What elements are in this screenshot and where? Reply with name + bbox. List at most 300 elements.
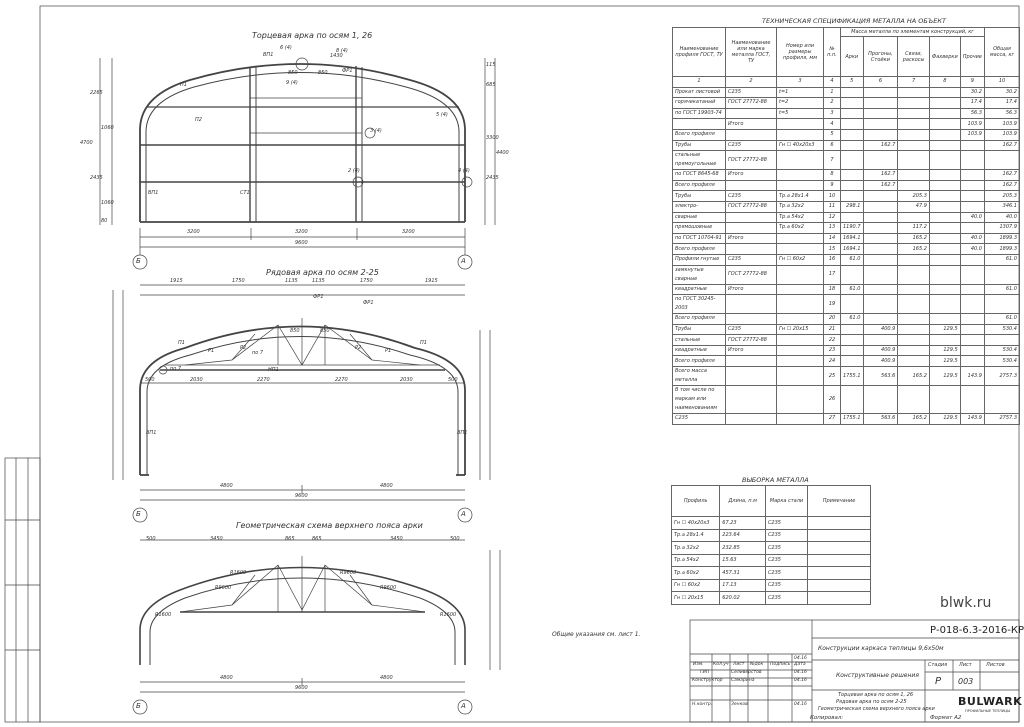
dim-label: 1060 [101, 200, 114, 206]
section-title: Конструктивные решения [836, 672, 919, 679]
axis-label-a: А [461, 702, 466, 710]
stage-label: Стадия [928, 662, 948, 668]
table-cell: 1694.1 [841, 244, 864, 255]
dim-label: 865 [285, 536, 295, 542]
mark-label: ВП1 [263, 52, 274, 58]
mark-label: П1 [420, 340, 427, 346]
copied-label: Копировал: [810, 715, 844, 721]
table-cell: 205.3 [985, 191, 1020, 202]
table-cell: С235 [765, 517, 807, 530]
mark-label: ФР1 [313, 294, 324, 300]
table-cell: 165.2 [898, 233, 930, 244]
table-cell: 1 [824, 87, 841, 98]
mark-label: 850 [290, 328, 300, 334]
table-cell: 2 [824, 98, 841, 109]
table-cell: Тр.⌀ 60х2 [777, 223, 824, 234]
table-cell: 129.5 [929, 367, 960, 386]
spec-subheader: Прогоны, Стойки [863, 37, 898, 77]
table-cell: Тр.⌀ 28х1.4 [777, 191, 824, 202]
table-cell: 2757.3 [985, 414, 1020, 425]
table-cell: С235 [765, 554, 807, 567]
spec-subheader: Фахверки [929, 37, 960, 77]
mark-label: НП1 [268, 367, 279, 373]
mark-label: ВП1 [146, 430, 157, 436]
axis-label-b: Б [136, 510, 141, 518]
radius-label: R9600 [340, 570, 357, 576]
table-cell: 26 [824, 386, 841, 414]
table-cell: 61.0 [841, 314, 864, 325]
geom-scheme-title: Геометрическая схема верхнего пояса арки [236, 521, 423, 530]
mark-label: Р2 [355, 345, 362, 351]
table-cell: 2757.3 [985, 367, 1020, 386]
dim-label: 2270 [257, 377, 270, 383]
table-cell: 162.7 [985, 170, 1020, 181]
dim-label: 4800 [380, 483, 393, 489]
mark-label: по 7 [252, 350, 264, 356]
stamp-col: №док [750, 662, 764, 667]
spec-col-number: 7 [898, 77, 930, 88]
table-cell: С235 [765, 579, 807, 592]
dim-label: 2030 [190, 377, 203, 383]
dim-label: 500 [146, 536, 156, 542]
table-cell: С235 [765, 542, 807, 555]
table-cell: 103.9 [985, 129, 1020, 140]
mark-label: 3 (4) [370, 128, 382, 134]
dim-label: 2435 [90, 175, 103, 181]
table-cell: 162.7 [985, 180, 1020, 191]
table-cell: 17.4 [960, 98, 984, 109]
mark-label: ВП1 [148, 190, 159, 196]
table-cell: Всего профиля [673, 356, 726, 367]
table-cell: Итого [726, 119, 777, 130]
mark-label: 6 (4) [280, 45, 292, 51]
project-title: Конструкции каркаса теплицы 9,6х50м [818, 645, 944, 652]
stamp-col: Подпись [770, 662, 791, 667]
spec-col-number: 3 [777, 77, 824, 88]
dim-label: 2265 [90, 90, 103, 96]
table-cell: 165.2 [898, 244, 930, 255]
dim-label: 1750 [232, 278, 245, 284]
table-cell: 162.7 [863, 140, 898, 151]
spec-subheader: Прочие [960, 37, 984, 77]
table-cell: С235 [726, 324, 777, 335]
table-cell: 162.7 [985, 140, 1020, 151]
table-cell: 143.9 [960, 367, 984, 386]
table-cell: 563.6 [863, 367, 898, 386]
spec-col-number: 9 [960, 77, 984, 88]
table-cell: Итого [726, 170, 777, 181]
stamp-name: Самарина [731, 678, 755, 683]
table-cell: 40.0 [960, 212, 984, 223]
table-cell: С235 [726, 254, 777, 265]
table-cell: 1190.7 [841, 223, 864, 234]
table-cell: 1755.1 [841, 367, 864, 386]
table-cell: Всего профиля [673, 180, 726, 191]
mark-label: Р1 [208, 348, 215, 354]
table-cell: Всего профиля [673, 129, 726, 140]
table-cell: 17 [824, 265, 841, 284]
table-cell: 56.3 [960, 108, 984, 119]
table-cell: 103.9 [960, 129, 984, 140]
table-cell: по ГОСТ 19903-74 [673, 108, 726, 119]
table-cell: стальные [673, 335, 726, 346]
stamp-date: 04.16 [794, 670, 807, 675]
stamp-col: Дата [794, 662, 806, 667]
table-cell: 7 [824, 151, 841, 170]
dim-label: 3300 [486, 135, 499, 141]
stamp-col: Кол.уч [713, 662, 729, 667]
radius-label: R9600 [215, 585, 232, 591]
spec-col-number: 6 [863, 77, 898, 88]
dim-label: 2435 [486, 175, 499, 181]
mark-label: 5 (4) [436, 112, 448, 118]
table-cell: 298.1 [841, 201, 864, 212]
dim-label: 1915 [170, 278, 183, 284]
table-cell: квадратные [673, 284, 726, 295]
table-cell: 162.7 [863, 180, 898, 191]
table-cell: 400.9 [863, 345, 898, 356]
table-cell: 56.3 [985, 108, 1020, 119]
table-cell: Трубы [673, 140, 726, 151]
stamp-role: Конструктор [692, 678, 723, 683]
table-cell: 620.02 [720, 592, 766, 605]
sample-header: Марка стали [765, 486, 807, 517]
mark-label: СТ1 [240, 190, 250, 196]
table-cell: 165.2 [898, 414, 930, 425]
axis-label-b: Б [136, 702, 141, 710]
table-cell: Трубы [673, 191, 726, 202]
table-cell: 129.5 [929, 345, 960, 356]
dim-label: 3200 [187, 229, 200, 235]
mark-label: ФР1 [342, 68, 353, 74]
table-cell: ГОСТ 27772-88 [726, 151, 777, 170]
table-cell: С235 [765, 567, 807, 580]
table-cell: 6 [824, 140, 841, 151]
mark-label: по 7 [170, 366, 182, 372]
mark-label: ВП1 [457, 430, 468, 436]
table-cell: 1307.9 [985, 223, 1020, 234]
table-cell: Профили гнутые [673, 254, 726, 265]
stamp-col: Изм. [693, 662, 704, 667]
table-cell: Гн ☐ 40х20х3 [672, 517, 720, 530]
table-cell: Гн ☐ 60х2 [777, 254, 824, 265]
table-cell: ГОСТ 27772-88 [726, 335, 777, 346]
mark-label: 4 (4) [458, 168, 470, 174]
table-cell: 17.4 [985, 98, 1020, 109]
sheet-title-line: Рядовая арка по осям 2-25 [836, 699, 907, 705]
dim-label: 865 [312, 536, 322, 542]
table-cell: по ГОСТ 10704-91 [673, 233, 726, 244]
spec-header: Общая масса, кг [985, 28, 1020, 77]
radius-label: R1600 [440, 612, 457, 618]
dim-label: 2030 [400, 377, 413, 383]
table-cell: 15.63 [720, 554, 766, 567]
table-cell: 162.7 [863, 170, 898, 181]
table-cell: 1899.3 [985, 233, 1020, 244]
stamp-name: Селиверстов [731, 670, 762, 675]
spec-header: Наименование профиля ГОСТ, ТУ [673, 28, 726, 77]
table-cell: Всего масса металла [673, 367, 726, 386]
table-cell: 20 [824, 314, 841, 325]
mark-label: 850 [320, 328, 330, 334]
stamp-col: Лист [733, 662, 745, 667]
dim-label: 4700 [80, 140, 93, 146]
spec-subheader: Арки [841, 37, 864, 77]
mark-label: ФР1 [363, 300, 374, 306]
spec-col-number: 1 [673, 77, 726, 88]
mark-label: 850 [318, 70, 328, 76]
table-cell: 400.9 [863, 356, 898, 367]
row-arch-title: Рядовая арка по осям 2-25 [266, 268, 379, 277]
table-cell: Тр.⌀ 32х2 [672, 542, 720, 555]
table-cell: 129.5 [929, 356, 960, 367]
table-cell: 67.23 [720, 517, 766, 530]
table-cell: стальные прямоугольные [673, 151, 726, 170]
table-cell: 457.31 [720, 567, 766, 580]
table-cell: 61.0 [841, 254, 864, 265]
dim-total: 9600 [295, 493, 308, 499]
sample-title: ВЫБОРКА МЕТАЛЛА [742, 476, 809, 484]
table-cell: Трубы [673, 324, 726, 335]
mark-label: Р2 [240, 345, 247, 351]
spec-header: № п.п. [824, 28, 841, 77]
dim-label: 685 [486, 82, 496, 88]
table-cell: 129.5 [929, 324, 960, 335]
table-cell: квадратные [673, 345, 726, 356]
axis-label-a: А [461, 510, 466, 518]
table-cell: С235 [726, 140, 777, 151]
spec-header: Наименование или марка металла ГОСТ, ТУ [726, 28, 777, 77]
mark-label: 1430 [330, 53, 343, 59]
table-cell: С235 [765, 529, 807, 542]
table-cell: С235 [726, 191, 777, 202]
table-cell: Итого [726, 345, 777, 356]
mark-label: 9 (4) [286, 80, 298, 86]
end-arch-title: Торцевая арка по осям 1, 26 [252, 31, 373, 40]
table-cell: 15 [824, 244, 841, 255]
spec-header: Масса металла по элементам конструкций, кг [841, 28, 985, 37]
table-cell: 530.4 [985, 324, 1020, 335]
sample-header: Длина, п.м [720, 486, 766, 517]
axis-label-b: Б [136, 257, 141, 265]
stamp-name: Зенков [731, 702, 748, 707]
table-cell: В том числе по маркам или наименованиям [673, 386, 726, 414]
format-label: Формат А2 [930, 715, 962, 721]
sample-header: Профиль [672, 486, 720, 517]
drawing-code: Р-018-6.3-2016-КР [930, 625, 1024, 636]
dim-label: 1135 [312, 278, 325, 284]
stamp-date: 04.16 [794, 678, 807, 683]
spec-title: ТЕХНИЧЕСКАЯ СПЕЦИФИКАЦИЯ МЕТАЛЛА НА ОБЪЕКТ [762, 17, 946, 25]
table-cell: 9 [824, 180, 841, 191]
table-cell: 11 [824, 201, 841, 212]
axis-label-a: А [461, 257, 466, 265]
table-cell: 3 [824, 108, 841, 119]
table-cell: 400.9 [863, 324, 898, 335]
table-cell: 143.9 [960, 414, 984, 425]
dim-label: 3450 [390, 536, 403, 542]
table-cell: по ГОСТ 30245-2003 [673, 295, 726, 314]
table-cell: 30.2 [960, 87, 984, 98]
table-cell: 10 [824, 191, 841, 202]
table-cell: 1899.3 [985, 244, 1020, 255]
table-cell: 61.0 [985, 314, 1020, 325]
table-cell: 27 [824, 414, 841, 425]
table-cell: 40.0 [960, 233, 984, 244]
table-cell: Гн ☐ 20х15 [777, 324, 824, 335]
dim-label: 1750 [360, 278, 373, 284]
dim-label: 115 [486, 62, 496, 68]
table-cell: Тр.⌀ 54х2 [672, 554, 720, 567]
table-cell: Всего профиля [673, 244, 726, 255]
table-cell: Итого [726, 233, 777, 244]
stamp-role: Н.контр. [692, 702, 713, 707]
spec-col-number: 2 [726, 77, 777, 88]
sheet-title-line: Торцевая арка по осям 1, 26 [838, 692, 914, 698]
sheet-number: 003 [958, 677, 974, 686]
table-cell: 23 [824, 345, 841, 356]
table-cell: ГОСТ 27772-88 [726, 265, 777, 284]
table-cell: 40.0 [960, 244, 984, 255]
table-cell: Итого [726, 284, 777, 295]
dim-label: 80 [101, 218, 108, 224]
table-cell: электро- [673, 201, 726, 212]
table-cell: 61.0 [985, 254, 1020, 265]
radius-label: R1600 [155, 612, 172, 618]
dim-label: 2270 [335, 377, 348, 383]
mark-label: 850 [288, 70, 298, 76]
sample-header: Примечание [808, 486, 871, 517]
dim-label: 3200 [295, 229, 308, 235]
table-cell: t=1 [777, 87, 824, 98]
table-cell: 1755.1 [841, 414, 864, 425]
table-cell: 25 [824, 367, 841, 386]
table-cell: 223.64 [720, 529, 766, 542]
table-cell: 103.9 [985, 119, 1020, 130]
table-cell: Гн ☐ 60х2 [672, 579, 720, 592]
spec-subheader: Связи, раскосы [898, 37, 930, 77]
dim-label: 1135 [285, 278, 298, 284]
table-cell: ГОСТ 27772-88 [726, 98, 777, 109]
stamp-date: 04.16 [794, 656, 807, 661]
table-cell: С235 [765, 592, 807, 605]
dim-label: 4800 [220, 483, 233, 489]
stamp-date: 04.16 [794, 702, 807, 707]
table-cell: 24 [824, 356, 841, 367]
table-cell: 5 [824, 129, 841, 140]
table-cell: 165.2 [898, 367, 930, 386]
sheet-label: Лист [959, 662, 972, 668]
stamp-role: ГИП [700, 670, 710, 675]
mark-label: Р1 [385, 348, 392, 354]
dim-label: 4400 [496, 150, 509, 156]
mark-label: 8 (4) [336, 48, 348, 54]
watermark: blwk.ru [940, 595, 992, 611]
dim-label: 4800 [380, 675, 393, 681]
table-cell: Гн ☐ 40х20х3 [777, 140, 824, 151]
table-cell: Всего профиля [673, 314, 726, 325]
table-cell: 563.6 [863, 414, 898, 425]
table-cell: 530.4 [985, 345, 1020, 356]
table-cell: 117.2 [898, 223, 930, 234]
table-cell: 205.3 [898, 191, 930, 202]
table-cell: 103.9 [960, 119, 984, 130]
dim-label: 1060 [101, 125, 114, 131]
table-cell: 12 [824, 212, 841, 223]
sheet-title-line: Геометрическая схема верхнего пояса арки [818, 706, 935, 712]
stage-value: Р [935, 676, 942, 687]
table-cell: С235 [726, 87, 777, 98]
spec-header: Номер или размеры профиля, мм [777, 28, 824, 77]
bulwark-logo-sub: ПРОФИЛЬНЫЕ ТЕПЛИЦЫ [965, 709, 1011, 713]
mark-label: 2 (4) [348, 168, 360, 174]
table-cell: 1694.1 [841, 233, 864, 244]
dim-label: 500 [145, 377, 155, 383]
table-cell: 19 [824, 295, 841, 314]
table-cell: Гн ☐ 20х15 [672, 592, 720, 605]
table-cell: горячекатаный [673, 98, 726, 109]
dim-label: 3200 [402, 229, 415, 235]
table-cell: Тр.⌀ 54х2 [777, 212, 824, 223]
table-cell: 8 [824, 170, 841, 181]
dim-total: 9600 [295, 685, 308, 691]
table-cell: 13 [824, 223, 841, 234]
sheets-label: Листов [986, 662, 1005, 668]
table-cell: 4 [824, 119, 841, 130]
dim-total: 9600 [295, 240, 308, 246]
table-cell: 346.1 [985, 201, 1020, 212]
table-cell: Прокат листовой [673, 87, 726, 98]
table-cell: 40.0 [985, 212, 1020, 223]
table-cell: t=5 [777, 108, 824, 119]
table-cell: 232.85 [720, 542, 766, 555]
dim-label: 4800 [220, 675, 233, 681]
bulwark-logo: BULWARK [958, 695, 1023, 708]
table-cell: Тр.⌀ 60х2 [672, 567, 720, 580]
table-cell: 30.2 [985, 87, 1020, 98]
dim-label: 1915 [425, 278, 438, 284]
spec-col-number: 4 [824, 77, 841, 88]
table-cell: сварные [673, 212, 726, 223]
spec-col-number: 10 [985, 77, 1020, 88]
table-cell: 21 [824, 324, 841, 335]
table-cell: прямошовные [673, 223, 726, 234]
table-cell: 14 [824, 233, 841, 244]
table-cell: 17.13 [720, 579, 766, 592]
mark-label: П2 [195, 117, 202, 123]
dim-label: 3450 [210, 536, 223, 542]
table-cell: С235 [673, 414, 726, 425]
mark-label: П1 [180, 82, 187, 88]
table-cell: ГОСТ 27772-88 [726, 201, 777, 212]
table-cell: 61.0 [841, 284, 864, 295]
table-cell: 18 [824, 284, 841, 295]
general-note: Общие указания см. лист 1. [552, 631, 641, 638]
table-cell: замкнутые сварные [673, 265, 726, 284]
table-cell: Тр.⌀ 32х2 [777, 201, 824, 212]
mark-label: П1 [178, 340, 185, 346]
table-cell: 16 [824, 254, 841, 265]
dim-label: 500 [448, 377, 458, 383]
table-cell: Тр.⌀ 28х1.4 [672, 529, 720, 542]
table-cell: t=2 [777, 98, 824, 109]
table-cell: 530.4 [985, 356, 1020, 367]
table-cell: 129.5 [929, 414, 960, 425]
table-cell: 22 [824, 335, 841, 346]
table-cell: 47.9 [898, 201, 930, 212]
table-cell: 61.0 [985, 284, 1020, 295]
spec-col-number: 8 [929, 77, 960, 88]
